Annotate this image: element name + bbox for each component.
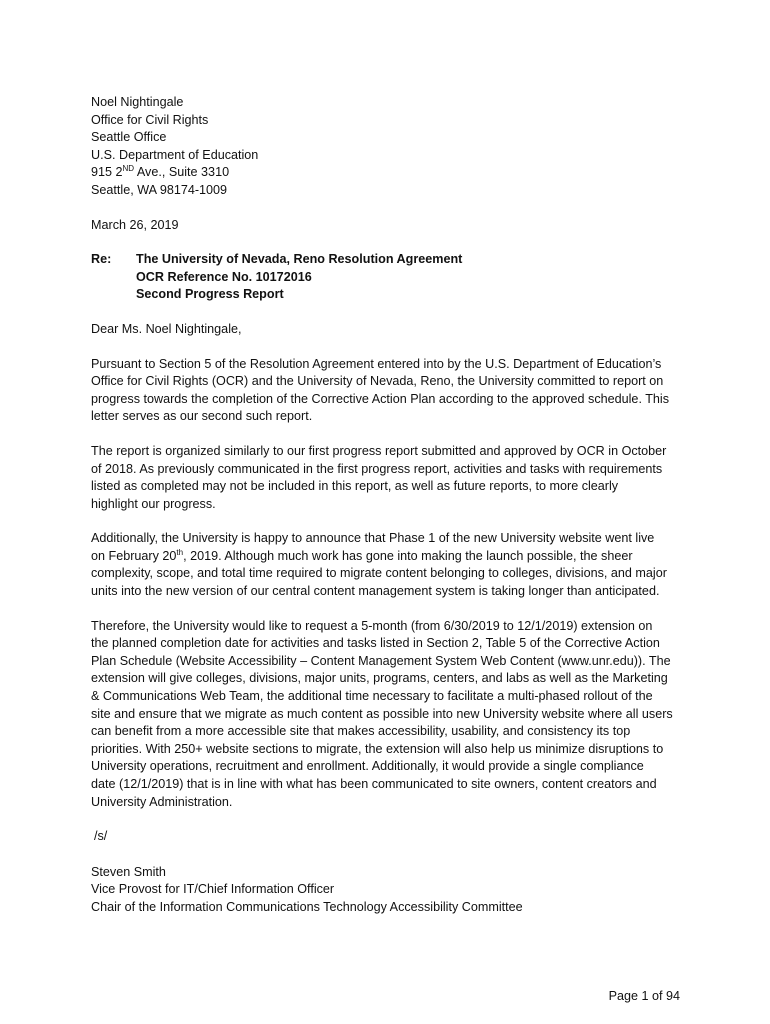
recipient-department: U.S. Department of Education <box>91 147 259 162</box>
recipient-city: Seattle, WA 98174-1009 <box>91 182 228 197</box>
paragraph-line: progress towards the completion of the Corrective Action Plan according to the approved schedule. This <box>91 391 670 406</box>
paragraph-line: date (12/1/2019) that is in line with what has been communicated to site owners, content creators and <box>91 777 657 791</box>
paragraph-line: can benefit from a more accessible site that makes accessibility, usability, and consistency its top <box>91 724 631 739</box>
paragraph-line: site and ensure that we migrate as much content as possible into new University website where all users <box>91 706 673 721</box>
signer-block <box>91 864 691 917</box>
page-number: Page 1 of 94 <box>608 989 680 1003</box>
paragraph-line: units into the new version of our central content management system is taking longer than anticipated. <box>91 584 660 599</box>
paragraph-4 <box>91 618 691 812</box>
letter-body <box>91 94 691 917</box>
recipient-address <box>91 94 691 200</box>
paragraph-line: Therefore, the University would like to request a 5-month (from 6/30/2019 to 12/1/2019) extension on <box>91 618 653 633</box>
paragraph-1 <box>91 356 691 426</box>
salutation: Dear Ms. Noel Nightingale, <box>91 321 242 336</box>
paragraph-line: complexity, scope, and total time required to migrate content belonging to colleges, divisions, and major <box>91 566 667 581</box>
paragraph-line: priorities. With 250+ website sections to migrate, the extension will also help us minimize disruptions to <box>91 741 664 756</box>
signer-role: Chair of the Information Communications Technology Accessibility Committee <box>91 899 523 914</box>
signer-title: Vice Provost for IT/Chief Information Officer <box>91 882 335 897</box>
signature-mark: /s/ <box>94 829 108 844</box>
subject-label: Re: <box>91 252 112 267</box>
subject-line-1: The University of Nevada, Reno Resolution Agreement <box>136 252 463 267</box>
paragraph-line: The report is organized similarly to our first progress report submitted and approved by OCR in October <box>91 443 667 458</box>
paragraph-2 <box>91 443 691 513</box>
paragraph-line: Office for Civil Rights (OCR) and the University of Nevada, Reno, the University committed to report on <box>91 374 664 389</box>
subject-lines <box>136 251 462 304</box>
recipient-name: Noel Nightingale <box>91 95 184 109</box>
signer-name: Steven Smith <box>91 864 166 879</box>
paragraph-line: of 2018. As previously communicated in the first progress report, activities and tasks with requirements <box>91 461 663 476</box>
recipient-branch: Seattle Office <box>91 130 167 145</box>
paragraph-line: listed as completed may not be included in this report, as well as future reports, to more clearly <box>91 479 619 494</box>
street-number: 915 2 <box>91 165 123 180</box>
recipient-street <box>91 164 691 182</box>
subject-line-3: Second Progress Report <box>136 287 284 302</box>
paragraph-line: & Communications Web Team, the additional time necessary to facilitate a multi-phased rollout of the <box>91 689 653 704</box>
date-text: on February 20 <box>91 548 177 563</box>
paragraph-line: University Administration. <box>91 794 233 809</box>
paragraph-line: highlight our progress. <box>91 496 216 511</box>
subject-line-2: OCR Reference No. 10172016 <box>136 269 312 284</box>
date-text-rest: , 2019. Although much work has gone into making the launch possible, the sheer <box>183 548 633 563</box>
paragraph-3 <box>91 530 691 600</box>
paragraph-line: University operations, recruitment and enrollment. Additionally, it would provide a single compliance <box>91 759 644 774</box>
paragraph-line: the planned completion date for activities and tasks listed in Section 2, Table 5 of the Corrective Action <box>91 636 660 651</box>
street-rest: Ave., Suite 3310 <box>134 165 230 180</box>
paragraph-line <box>91 548 691 566</box>
paragraph-line: extension will give colleges, divisions, major units, programs, centers, and labs as well as the Marketing <box>91 671 668 686</box>
recipient-office: Office for Civil Rights <box>91 112 209 127</box>
paragraph-line: Plan Schedule (Website Accessibility – Content Management System Web Content (www.unr.edu)). The <box>91 653 671 668</box>
paragraph-line: Pursuant to Section 5 of the Resolution Agreement entered into by the U.S. Department of Education’s <box>91 356 662 371</box>
paragraph-line: Additionally, the University is happy to announce that Phase 1 of the new University website went live <box>91 531 655 546</box>
letter-date: March 26, 2019 <box>91 217 179 232</box>
date-ordinal: th <box>176 547 184 557</box>
subject-block <box>91 251 691 304</box>
paragraph-line: letter serves as our second such report. <box>91 409 313 424</box>
street-ordinal: ND <box>122 164 135 174</box>
